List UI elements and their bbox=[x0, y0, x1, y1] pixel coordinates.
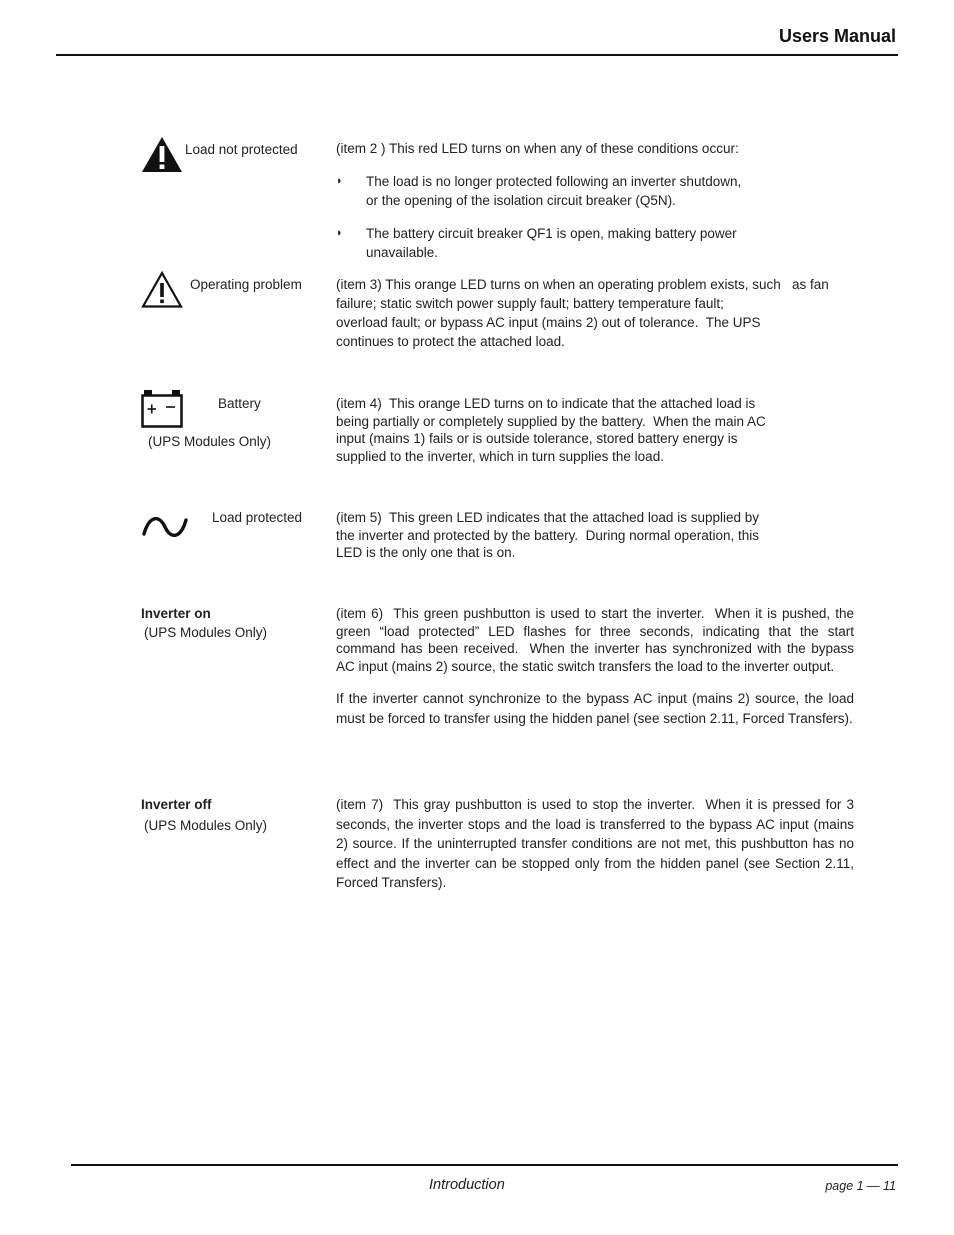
label-operating-problem: Operating problem bbox=[190, 277, 302, 292]
bullet-marker-icon: ◗ bbox=[336, 227, 343, 239]
operating-problem-description bbox=[336, 275, 856, 351]
bullet-item bbox=[336, 224, 856, 262]
text-line: being partially or completely supplied by the battery. When the main AC bbox=[336, 413, 766, 429]
header-rule bbox=[56, 54, 898, 56]
label-load-not-protected: Load not protected bbox=[185, 142, 298, 157]
text-line: LED is the only one that is on. bbox=[336, 545, 516, 560]
text-line: overload fault; or bypass AC input (mains 2) out of tolerance. The UPS bbox=[336, 315, 761, 330]
battery-description bbox=[336, 395, 856, 465]
text-line: (item 5) This green LED indicates that the attached load is supplied by bbox=[336, 510, 759, 525]
footer-page-number: page 1 — 11 bbox=[825, 1179, 896, 1193]
text-line: supplied to the inverter, which in turn supplies the load. bbox=[336, 448, 664, 464]
text-line: the inverter and protected by the battery. During normal operation, this bbox=[336, 527, 759, 543]
bullet-line: The load is no longer protected following an inverter shutdown, bbox=[366, 174, 742, 189]
bullet-marker-icon: ◗ bbox=[336, 175, 343, 187]
load-protected-description bbox=[336, 509, 856, 562]
bullet-item bbox=[336, 172, 856, 210]
bullet-line: or the opening of the isolation circuit breaker (Q5N). bbox=[366, 193, 676, 208]
inverter-on-paragraph-1: (item 6) This green pushbutton is used to start the inverter. When it is pushed, the green “load protected” LED flashes for three seconds, indicating that the start command has been received. When the inverter has synchronized with the bypass AC input (mains 2) source, the static switch transfers the load to the inverter output. bbox=[336, 606, 854, 674]
inverter-on-paragraph-2: If the inverter cannot synchronize to the bypass AC input (mains 2) source, the load must be forced to transfer using the hidden panel (see section 2.11, Forced Transfers). bbox=[336, 691, 854, 726]
footer-rule bbox=[71, 1164, 898, 1166]
bullet-line: unavailable. bbox=[366, 245, 439, 260]
warning-triangle-outline-icon bbox=[141, 271, 183, 308]
label-load-protected: Load protected bbox=[212, 510, 303, 525]
warning-triangle-filled-icon bbox=[141, 136, 183, 173]
label-battery-sublabel: (UPS Modules Only) bbox=[148, 434, 272, 449]
inverter-off-paragraph: (item 7) This gray pushbutton is used to stop the inverter. When it is pressed for 3 seconds, the inverter stops and the load is transferred to the bypass AC input (mains 2) source. If the uninterrupted transfer conditions are not met, this pushbutton has no effect and the inverter can be stopped only from the hidden panel (see Section 2.11, Forced Transfers). bbox=[336, 797, 854, 890]
text-line: failure; static switch power supply fault; battery temperature fault; bbox=[336, 296, 724, 311]
label-inverter-off: Inverter off bbox=[141, 797, 212, 812]
label-inverter-off-sublabel: (UPS Modules Only) bbox=[144, 818, 268, 833]
text-line: (item 4) This orange LED turns on to indicate that the attached load is bbox=[336, 396, 756, 411]
label-battery: Battery bbox=[218, 396, 261, 411]
label-inverter-on: Inverter on bbox=[141, 606, 211, 621]
page-header-title: Users Manual bbox=[778, 26, 896, 46]
sine-wave-icon bbox=[141, 512, 189, 542]
load-not-protected-intro: (item 2 ) This red LED turns on when any of these conditions occur: bbox=[336, 141, 739, 156]
bullet-line: The battery circuit breaker QF1 is open, making battery power bbox=[366, 226, 737, 241]
battery-icon bbox=[141, 390, 183, 428]
footer-section-name: Introduction bbox=[429, 1177, 505, 1193]
label-inverter-on-sublabel: (UPS Modules Only) bbox=[144, 625, 268, 640]
text-line: (item 3) This orange LED turns on when an operating problem exists, such as fan bbox=[336, 277, 829, 292]
text-line: input (mains 1) fails or is outside tolerance, stored battery energy is bbox=[336, 431, 738, 446]
text-line: continues to protect the attached load. bbox=[336, 334, 565, 349]
